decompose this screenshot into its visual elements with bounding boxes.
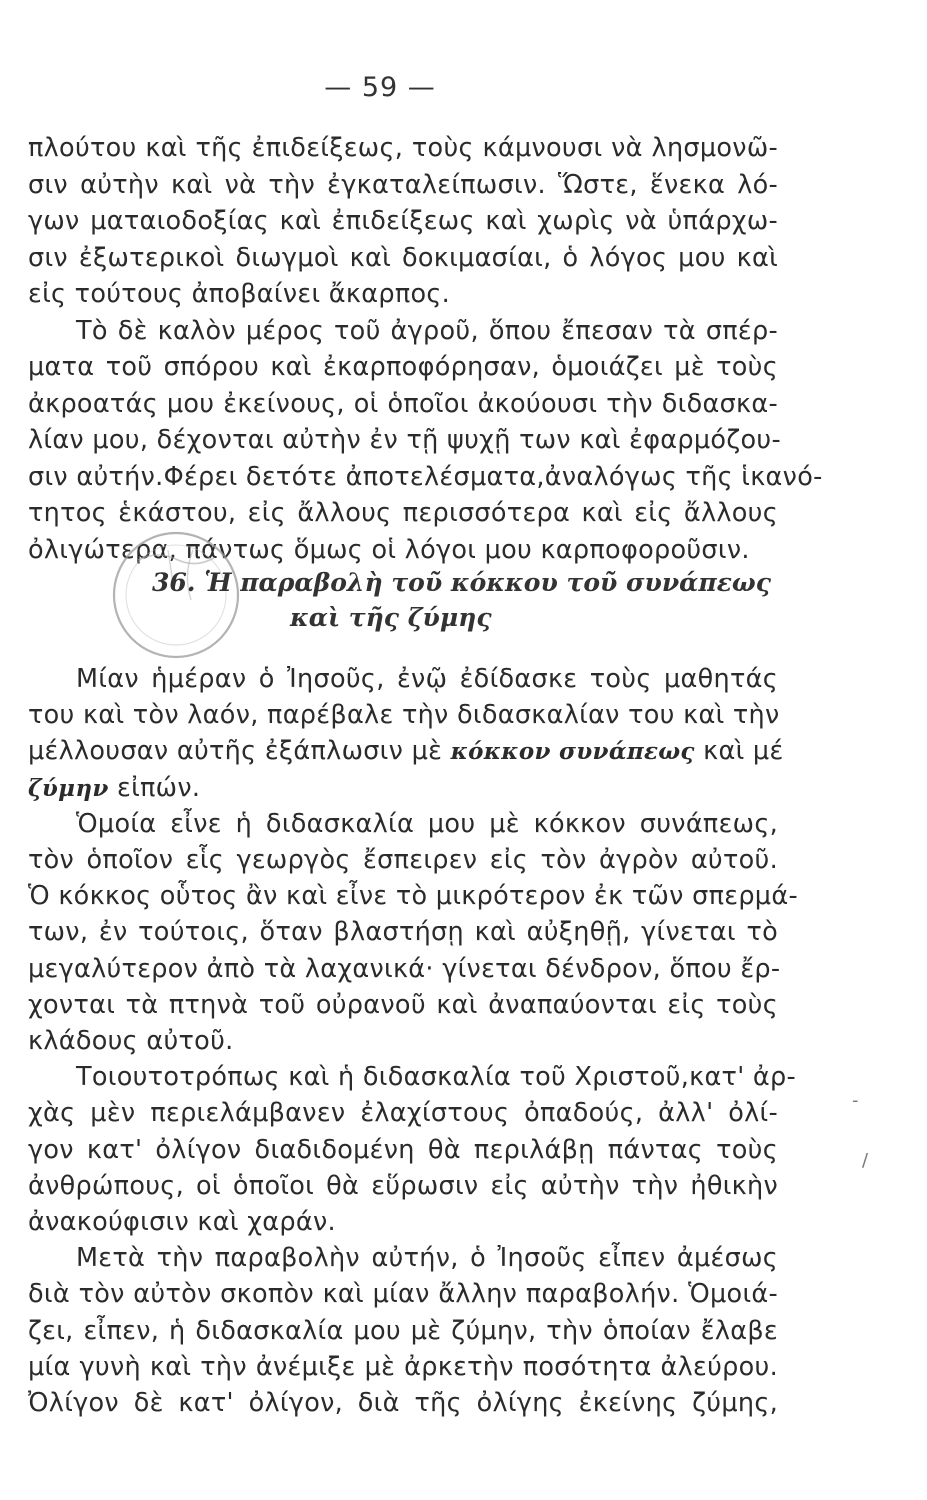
section-heading-line-2: καὶ τῆς ζύμης: [290, 603, 492, 632]
text-line: Ὁμοία εἶνε ἡ διδασκαλία μου μὲ κόκκον συνάπεως,: [76, 808, 778, 839]
emphasized-term: ζύμην: [28, 774, 109, 802]
text-line: διὰ τὸν αὐτὸν σκοπὸν καὶ μίαν ἄλλην παραβολήν. Ὁμοιά-: [28, 1279, 778, 1310]
text-line: γων ματαιοδοξίας καὶ ἐπιδείξεως καὶ χωρὶς νὰ ὑπάρχω-: [28, 206, 778, 236]
text-line: γον κατ' ὀλίγον διαδιδομένη θὰ περιλάβῃ πάντας τοὺς: [28, 1134, 778, 1165]
text-run: καὶ μέ: [694, 736, 784, 767]
text-line: εἰς τούτους ἀποβαίνει ἄκαρπος.: [28, 279, 451, 309]
text-line: των, ἐν τούτοις, ὅταν βλαστήσῃ καὶ αὐξηθῇ, γίνεται τὸ: [28, 917, 778, 948]
text-line: του καὶ τὸν λαόν, παρέβαλε τὴν διδασκαλίαν του καὶ τὴν: [28, 700, 780, 731]
text-line: Ὁ κόκκος οὗτος ἂν καὶ εἶνε τὸ μικρότερον ἐκ τῶν σπερμά-: [28, 881, 798, 912]
page-number: — 59 —: [324, 72, 436, 103]
text-line: τὸν ὁποῖον εἷς γεωργὸς ἔσπειρεν εἰς τὸν ἀγρὸν αὐτοῦ.: [28, 845, 778, 875]
text-line: Τοιουτοτρόπως καὶ ἡ διδασκαλία τοῦ Χριστοῦ,κατ' ἀρ-: [76, 1062, 797, 1093]
text-line: ζει, εἶπεν, ἡ διδασκαλία μου μὲ ζύμην, τὴν ὁποίαν ἔλαβε: [28, 1315, 778, 1346]
text-line: λίαν μου, δέχονται αὐτὴν ἐν τῇ ψυχῇ των καὶ ἐφαρμόζου-: [28, 425, 781, 455]
text-line: Μετὰ τὴν παραβολὴν αὐτήν, ὁ Ἰησοῦς εἶπεν ἀμέσως: [76, 1243, 778, 1274]
text-line: σιν αὐτήν.Φέρει δετότε ἀποτελέσματα,ἀναλόγως τῆς ἱκανό-: [28, 461, 823, 492]
text-line: ἀνακούφισιν καὶ χαράν.: [28, 1207, 336, 1237]
text-run: εἰπών.: [108, 772, 201, 803]
text-line: μία γυνὴ καὶ τὴν ἀνέμιξε μὲ ἀρκετὴν ποσότητα ἀλεύρου.: [28, 1351, 778, 1382]
text-line: τητος ἑκάστου, εἰς ἄλλους περισσότερα καὶ εἰς ἄλλους: [28, 498, 778, 528]
text-line: Τὸ δὲ καλὸν μέρος τοῦ ἀγροῦ, ὅπου ἔπεσαν τὰ σπέρ-: [76, 315, 778, 346]
text-line: ἀκροατάς μου ἐκείνους, οἱ ὁποῖοι ἀκούουσι τὴν διδασκα-: [28, 388, 778, 419]
text-line: μεγαλύτερον ἀπὸ τὰ λαχανικά· γίνεται δένδρον, ὅπου ἔρ-: [28, 953, 781, 984]
section-heading: 36. Ἡ παραβολὴ τοῦ κόκκου τοῦ συνάπεως: [152, 568, 771, 597]
emphasized-term: κόκκον συνάπεως: [450, 738, 695, 766]
text-line: [28, 773, 778, 804]
text-line: σιν ἐξωτερικοὶ διωγμοὶ καὶ δοκιμασίαι, ὁ λόγος μου καὶ: [28, 242, 778, 273]
margin-dash-mark: -: [852, 1090, 859, 1111]
text-run: μέλλουσαν αὐτῆς ἐξάπλωσιν μὲ: [28, 736, 451, 767]
text-line: Ὀλίγον δὲ κατ' ὀλίγον, διὰ τῆς ὀλίγης ἐκείνης ζύμης,: [28, 1388, 778, 1418]
text-line: ἀνθρώπους, οἱ ὁποῖοι θὰ εὕρωσιν εἰς αὐτὴν τὴν ἠθικὴν: [28, 1170, 778, 1201]
text-line: κλάδους αὐτοῦ.: [28, 1026, 234, 1056]
text-line: ματα τοῦ σπόρου καὶ ἐκαρποφόρησαν, ὁμοιάζει μὲ τοὺς: [28, 352, 778, 382]
text-line: σιν αὐτὴν καὶ νὰ τὴν ἐγκαταλείπωσιν. Ὥστε, ἕνεκα λό-: [28, 169, 778, 200]
margin-stroke-mark: /: [862, 1150, 869, 1171]
text-line: Μίαν ἡμέραν ὁ Ἰησοῦς, ἐνῷ ἐδίδασκε τοὺς μαθητάς: [76, 664, 778, 694]
text-line: χὰς μὲν περιελάμβανεν ἐλαχίστους ὀπαδούς, ἀλλ' ὀλί-: [28, 1098, 778, 1129]
text-line: πλούτου καὶ τῆς ἐπιδείξεως, τοὺς κάμνουσι νὰ λησμονῶ-: [28, 133, 778, 163]
text-line: [28, 736, 784, 767]
text-line: ὀλιγώτερα, πάντως ὅμως οἱ λόγοι μου καρποφοροῦσιν.: [28, 534, 750, 565]
text-line: χονται τὰ πτηνὰ τοῦ οὐρανοῦ καὶ ἀναπαύονται εἰς τοὺς: [28, 989, 778, 1020]
